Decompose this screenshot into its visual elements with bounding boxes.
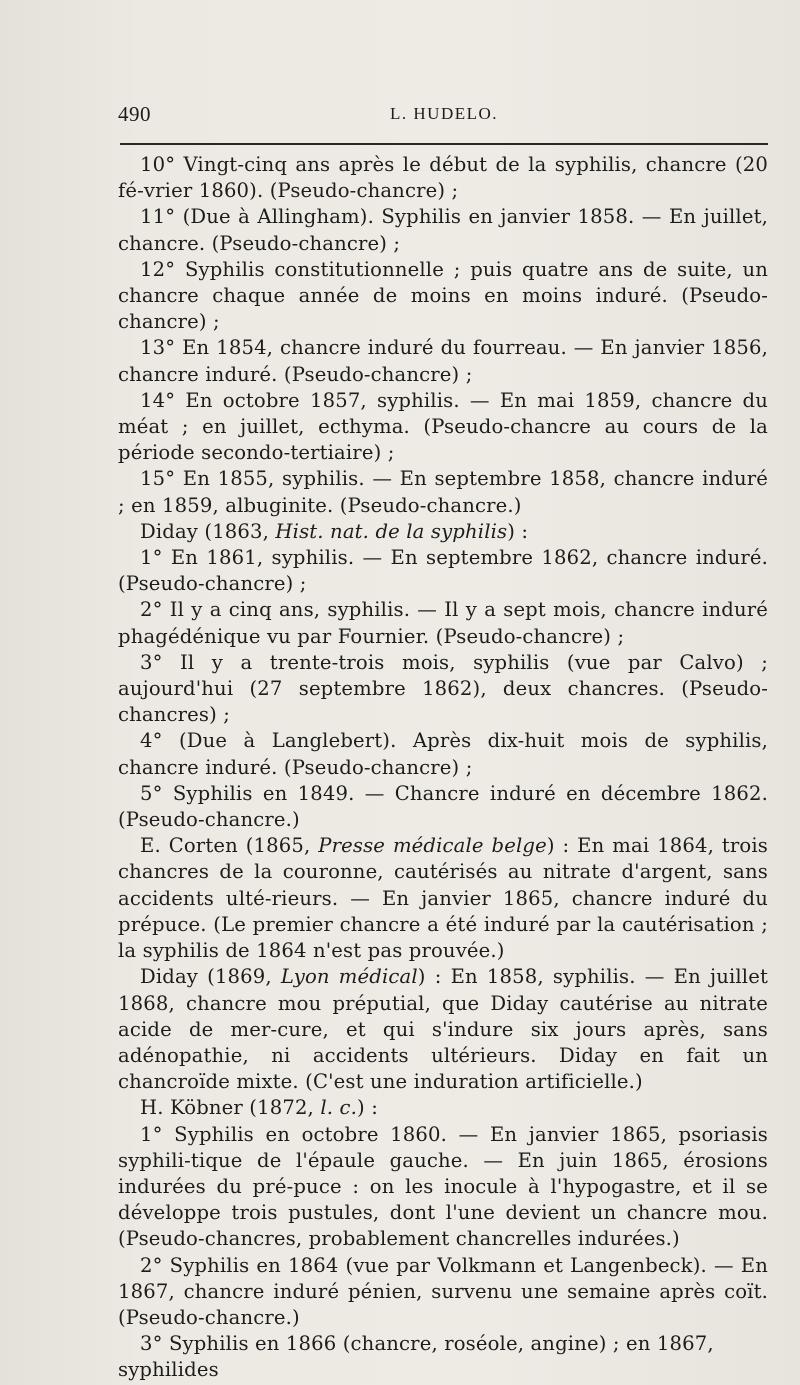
citation-author: H. Köbner (1872, <box>140 1096 321 1120</box>
case-paragraph: 2° Il y a cinq ans, syphilis. — Il y a sept mois, chancre induré phagédénique vu par Fournier. (Pseudo-chancre) ; <box>118 598 768 648</box>
header-rule <box>120 143 768 145</box>
citation-title: Presse médicale belge <box>318 834 547 858</box>
case-paragraph: 3° Syphilis en 1866 (chancre, roséole, angine) ; en 1867, syphilides <box>118 1332 714 1382</box>
citation-title: l. c. <box>320 1096 358 1120</box>
citation-tail: ) : En 1858, syphilis. — En juillet 1868, chancre mou préputial, que Diday cautérise au nitrate acide de mer-cure, et qui s'indure six jours après, sans adénopathie, ni accidents ultérieurs. Diday en fait un chancroïde mixte. (C'est une induration artificielle.) <box>118 965 768 1094</box>
citation-kobner <box>118 1095 768 1121</box>
citation-corten <box>118 833 768 964</box>
citation-author: Diday (1869, <box>140 965 281 989</box>
case-paragraph: 15° En 1855, syphilis. — En septembre 1858, chancre induré ; en 1859, albuginite. (Pseudo-chancre.) <box>118 467 768 517</box>
case-paragraph: 10° Vingt-cinq ans après le début de la syphilis, chancre (20 fé-vrier 1860). (Pseudo-chancre) ; <box>118 153 768 203</box>
page-header <box>118 102 768 132</box>
case-paragraph: 5° Syphilis en 1849. — Chancre induré en décembre 1862. (Pseudo-chancre.) <box>118 781 768 832</box>
citation-title: Lyon médical <box>280 965 418 989</box>
citation-author: E. Corten (1865, <box>140 834 319 858</box>
citation-tail: ) : <box>507 519 529 543</box>
case-paragraph: 11° (Due à Allingham). Syphilis en janvier 1858. — En juillet, chancre. (Pseudo-chancre) ; <box>118 205 768 255</box>
body-text <box>118 152 768 1384</box>
case-paragraph: 12° Syphilis constitutionnelle ; puis quatre ans de suite, un chancre chaque année de moins en moins induré. (Pseudo-chancre) ; <box>118 257 768 334</box>
citation-author: Diday (1863, <box>140 519 276 543</box>
running-head: L. HUDELO. <box>390 104 499 123</box>
citation-tail: ) : En mai 1864, trois chancres de la couronne, cautérisés au nitrate d'argent, sans accidents ulté-rieurs. — En janvier 1865, chancre induré du prépuce. (Le premier chancre a été induré par la cautérisation ; la syphilis de 1864 n'est pas prouvée.) <box>118 834 768 963</box>
citation-title: Hist. nat. de la syphilis <box>275 519 508 543</box>
case-paragraph: 13° En 1854, chancre induré du fourreau. — En janvier 1856, chancre induré. (Pseudo-chancre) ; <box>118 336 768 386</box>
page-number: 490 <box>118 102 151 126</box>
case-paragraph: 1° Syphilis en octobre 1860. — En janvier 1865, psoriasis syphili-tique de l'épaule gauche. — En juin 1865, érosions indurées du pré-puce : on les inocule à l'hypogastre, et il se développe trois pustules, dont l'une devient un chancre mou. (Pseudo-chancres, probablement chancrelles indurées.) <box>118 1122 768 1251</box>
citation-tail: ) : <box>357 1096 378 1120</box>
case-paragraph: 1° En 1861, syphilis. — En septembre 1862, chancre induré. (Pseudo-chancre) ; <box>118 546 768 596</box>
citation-diday-1869 <box>118 964 768 1095</box>
case-paragraph: 4° (Due à Langlebert). Après dix-huit mois de syphilis, chancre induré. (Pseudo-chancre) ; <box>118 729 768 779</box>
case-paragraph: 2° Syphilis en 1864 (vue par Volkmann et Langenbeck). — En 1867, chancre induré pénien, survenu une semaine après coït. (Pseudo-chancre.) <box>118 1253 768 1329</box>
case-paragraph: 3° Il y a trente-trois mois, syphilis (vue par Calvo) ; aujourd'hui (27 septembre 1862), deux chancres. (Pseudo-chancres) ; <box>118 650 768 727</box>
citation-diday-1863 <box>118 519 768 545</box>
case-paragraph: 14° En octobre 1857, syphilis. — En mai 1859, chancre du méat ; en juillet, ecthyma. (Pseudo-chancre au cours de la période secondo-tertiaire) ; <box>118 388 768 465</box>
